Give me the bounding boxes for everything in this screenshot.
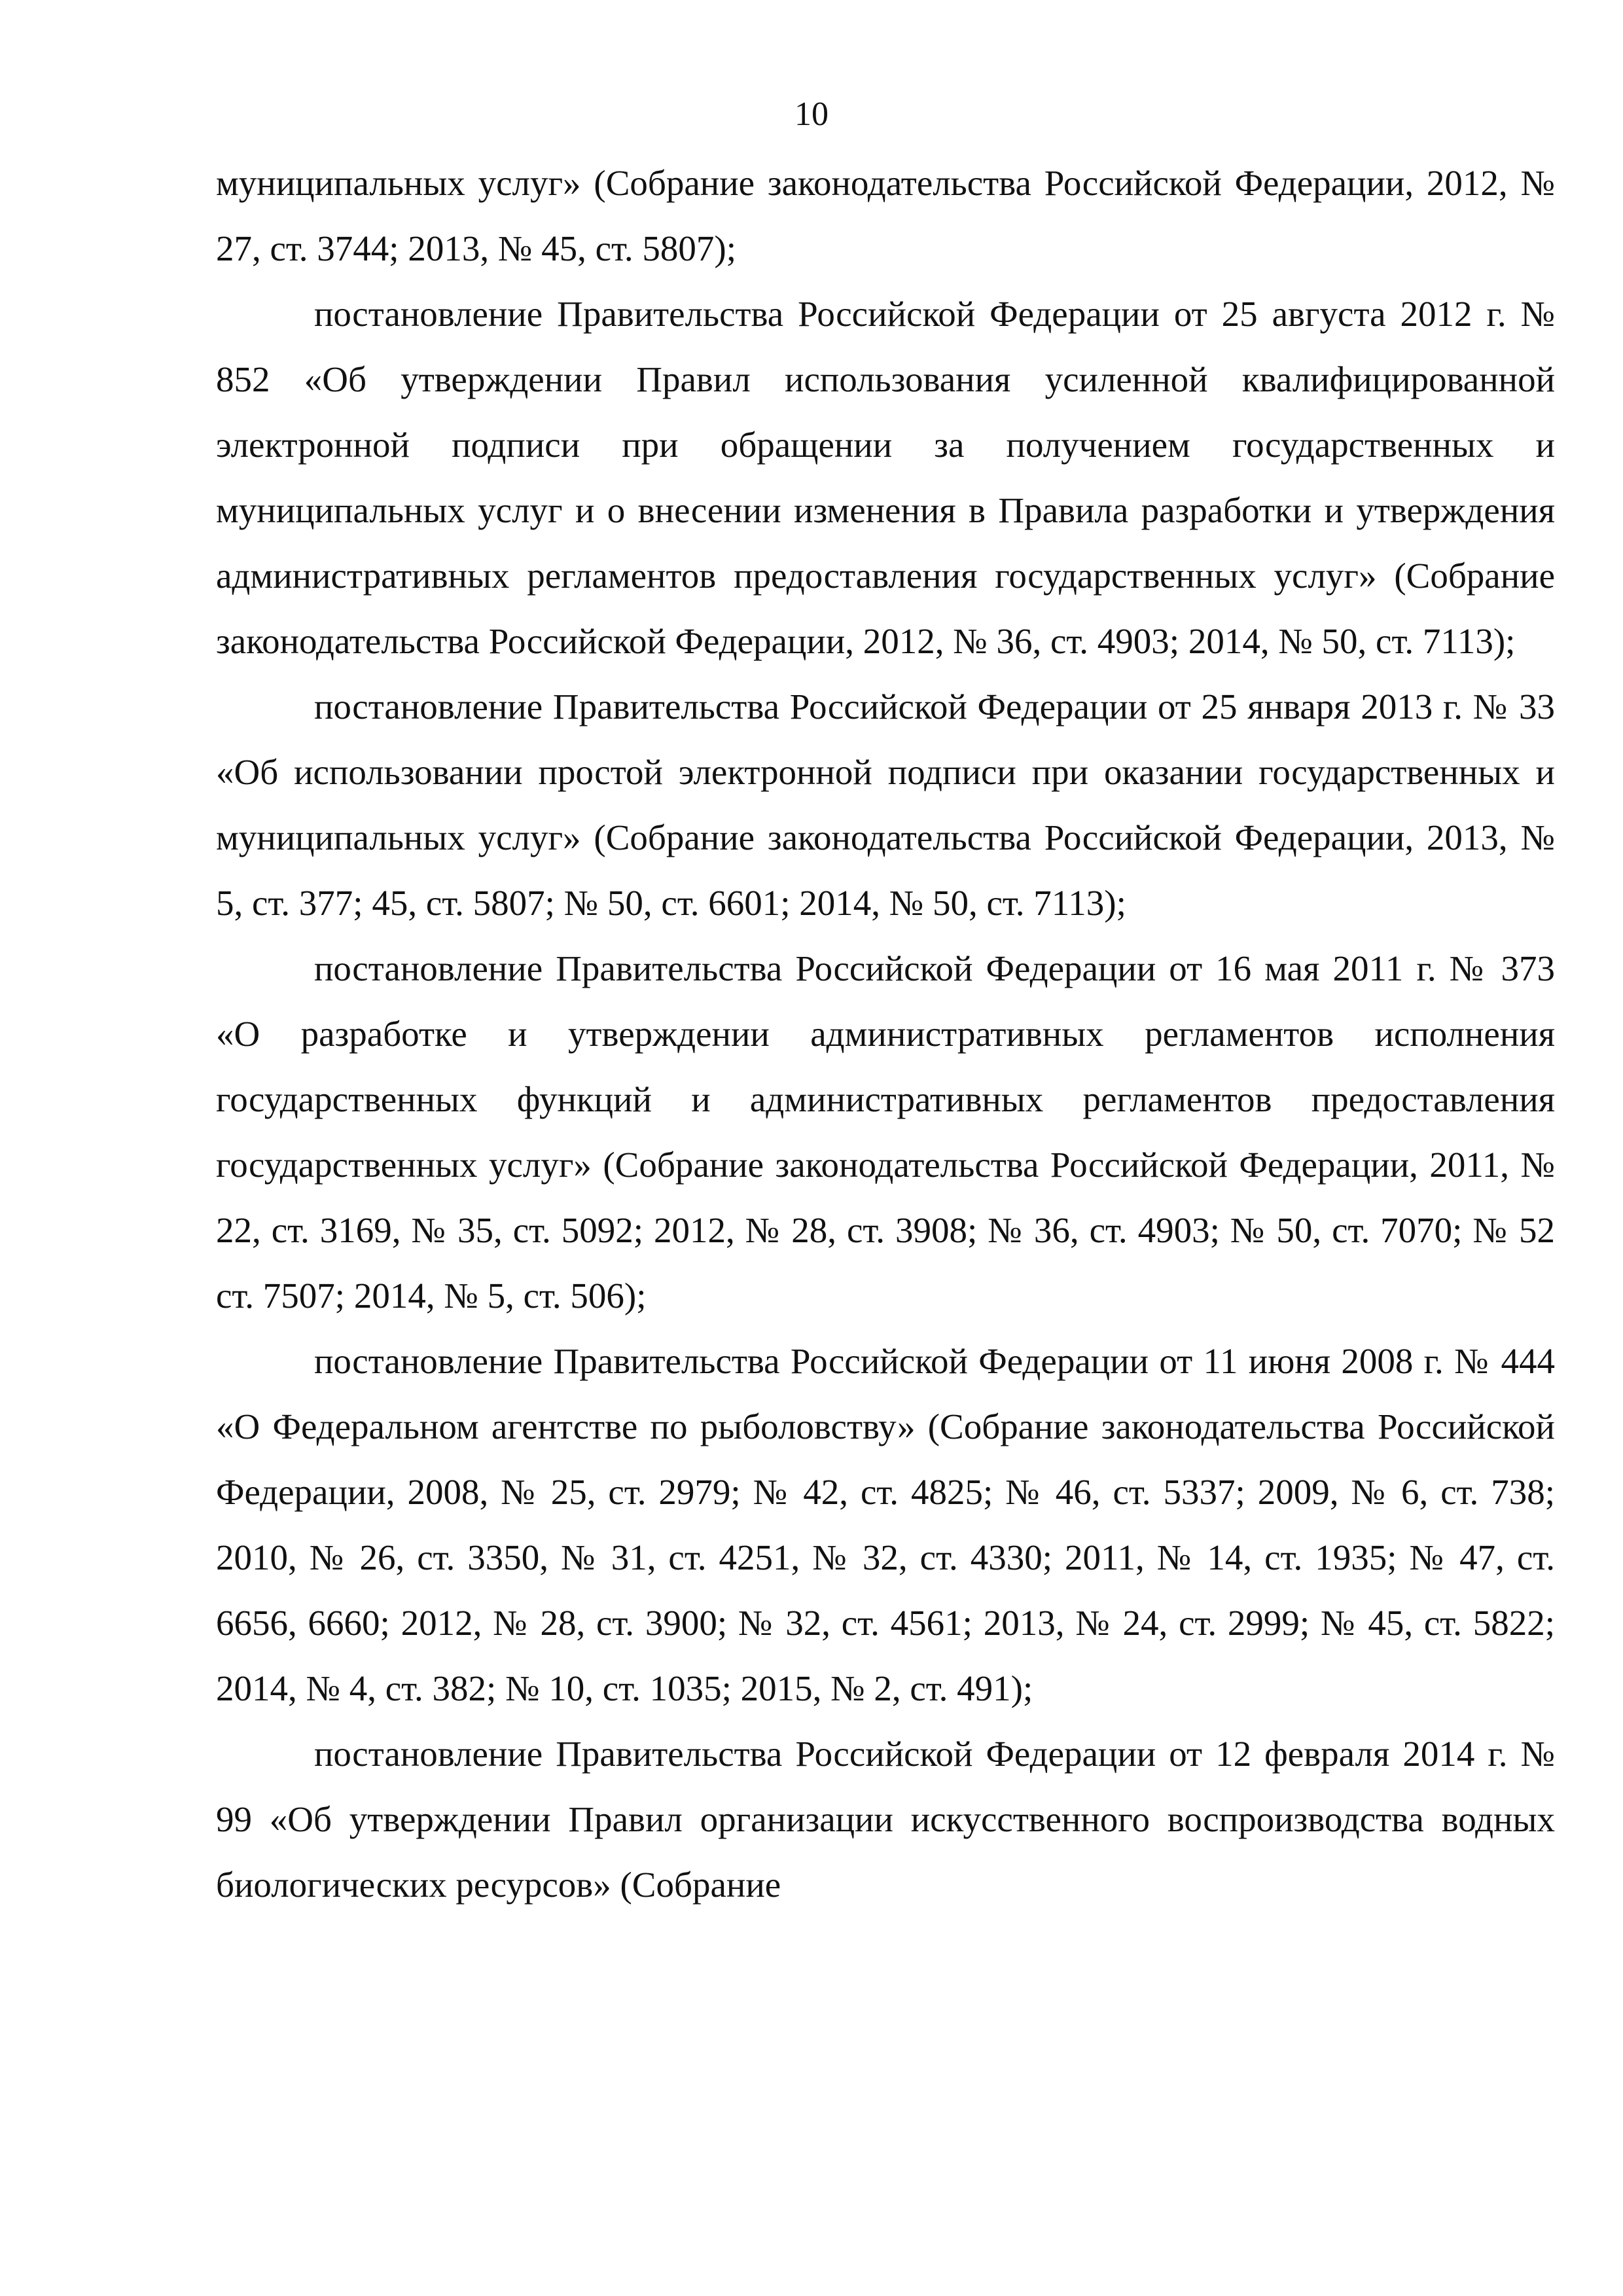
paragraph-resolution-373: постановление Правительства Российской Федерации от 16 мая 2011 г. № 373 «О разработке и утверждении административных регламентов исполнения государственных функций и административных регламентов предоставления государственных услуг» (Собрание законодательства Российской Федерации, 2011, № 22, ст. 3169, № 35, ст. 5092; 2012, № 28, ст. 3908; № 36, ст. 4903; № 50, ст. 7070; № 52 ст. 7507; 2014, № 5, ст. 506); — [216, 948, 1555, 1316]
paragraph-resolution-99: постановление Правительства Российской Федерации от 12 февраля 2014 г. № 99 «Об утверждении Правил организации искусственного воспроизводства водных биологических ресурсов» (Собрание — [216, 1734, 1555, 1905]
page-number: 10 — [794, 96, 829, 133]
document-body — [216, 151, 1555, 1918]
paragraph-resolution-852: постановление Правительства Российской Федерации от 25 августа 2012 г. № 852 «Об утверждении Правил использования усиленной квалифицированной электронной подписи при обращении за получением государственных и муниципальных услуг и о внесении изменения в Правила разработки и утверждения административных регламентов предоставления государственных услуг» (Собрание законодательства Российской Федерации, 2012, № 36, ст. 4903; 2014, № 50, ст. 7113); — [216, 294, 1555, 661]
paragraph-resolution-33: постановление Правительства Российской Федерации от 25 января 2013 г. № 33 «Об использовании простой электронной подписи при оказании государственных и муниципальных услуг» (Собрание законодательства Российской Федерации, 2013, № 5, ст. 377; 45, ст. 5807; № 50, ст. 6601; 2014, № 50, ст. 7113); — [216, 687, 1555, 923]
paragraph-resolution-444: постановление Правительства Российской Федерации от 11 июня 2008 г. № 444 «О Федеральном агентстве по рыболовству» (Собрание законодательства Российской Федерации, 2008, № 25, ст. 2979; № 42, ст. 4825; № 46, ст. 5337; 2009, № 6, ст. 738; 2010, № 26, ст. 3350, № 31, ст. 4251, № 32, ст. 4330; 2011, № 14, ст. 1935; № 47, ст. 6656, 6660; 2012, № 28, ст. 3900; № 32, ст. 4561; 2013, № 24, ст. 2999; № 45, ст. 5822; 2014, № 4, ст. 382; № 10, ст. 1035; 2015, № 2, ст. 491); — [216, 1341, 1555, 1708]
paragraph-continuation: муниципальных услуг» (Собрание законодательства Российской Федерации, 2012, № 27, ст. 3744; 2013, № 45, ст. 5807); — [216, 163, 1555, 268]
